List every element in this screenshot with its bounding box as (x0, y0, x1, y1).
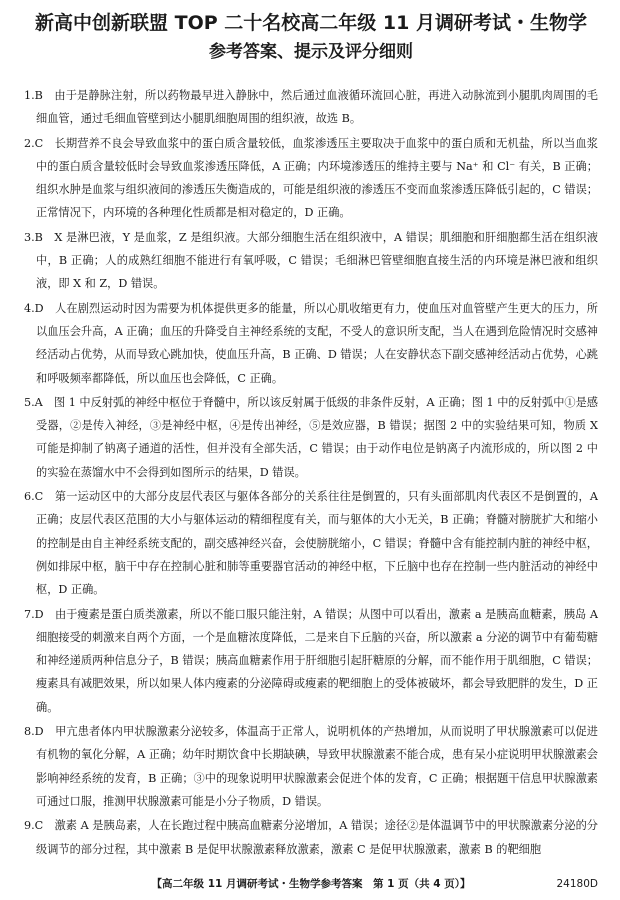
answer-item-6 (24, 485, 598, 601)
answer-number: 2.C (24, 136, 44, 150)
answer-explanation: 长期营养不良会导致血浆中的蛋白质含量较低，血浆渗透压主要取决于血浆中的蛋白质和无机盐，所以当血浆中的蛋白质含量较低时会导致血浆渗透压降低，A 正确；内环境渗透压的维持主要与 Na⁺ 和 Cl⁻ 有关，B 正确；组织水肿是血浆与组织液间的渗透压失衡造成的，可能是组织液的渗透压不变而血浆渗透压降低引起的，C 错误；正常情况下，内环境的各种理化性质都是相对稳定的，D 正确。 (36, 136, 598, 220)
answer-explanation: 图 1 中反射弧的神经中枢位于脊髓中，所以该反射属于低级的非条件反射，A 正确；图 1 中的反射弧中①是感受器，②是传入神经，③是神经中枢，④是传出神经，⑤是效应器，B 错误；据图 2 中的实验结果可知，物质 X 可能是抑制了钠离子通道的活性，但并没有全部失活，C 错误；由于动作电位是钠离子内流形成的，所以图 2 中的实验在蒸馏水中不会得到如图所示的结果，D 错误。 (36, 395, 598, 479)
answer-list (24, 84, 598, 862)
answer-item-9 (24, 814, 598, 861)
page-footer (24, 875, 598, 893)
answer-explanation: 激素 A 是胰岛素，人在长跑过程中胰高血糖素分泌增加，A 错误；途径②是体温调节中的甲状腺激素分泌的分级调节的部分过程，其中激素 B 是促甲状腺激素释放激素，激素 C 是促甲状腺激素，激素 B 的靶细胞 (36, 819, 598, 856)
answer-explanation: 由于瘦素是蛋白质类激素，所以不能口服只能注射，A 错误；从图中可以看出，激素 a 是胰高血糖素，胰岛 A 细胞接受的刺激来自两个方面，一个是血糖浓度降低，二是来自下丘脑的兴奋，所以激素 a 分泌的调节中有葡萄糖和神经递质两种信息分子，B 错误；胰高血糖素作用于肝细胞引起肝糖原的分解，而不能作用于肌细胞，C 错误；瘦素具有减肥效果，所以如果人体内瘦素的分泌障碍或瘦素的靶细胞上的受体被破坏，都会导致肥胖的发生，D 正确。 (36, 607, 598, 714)
answer-item-4 (24, 297, 598, 390)
footer-code: 24180D (556, 878, 598, 890)
answer-explanation: 第一运动区中的大部分皮层代表区与躯体各部分的关系往往是倒置的，只有头面部肌肉代表区不是倒置的，A 正确；皮层代表区范围的大小与躯体运动的精细程度有关，而与躯体的大小无关，B 正确；脊髓对膀胱扩大和缩小的控制是由自主神经系统支配的，副交感神经兴奋，会使膀胱缩小，C 错误；脊髓中含有能控制内脏的神经中枢，例如排尿中枢，脑干中存在控制心脏和肺等重要器官活动的神经中枢，下丘脑中也存在控制一些内脏活动的神经中枢，D 正确。 (36, 490, 598, 597)
answer-number: 7.D (24, 607, 44, 621)
answer-number: 3.B (24, 230, 43, 244)
answer-number: 8.D (24, 725, 44, 739)
footer-label: 【高二年级 11 月调研考试・生物学参考答案 第 1 页（共 4 页）】 (151, 878, 471, 890)
page-title: 新高中创新联盟 TOP 二十名校高二年级 11 月调研考试・生物学 (35, 12, 587, 34)
answer-item-7 (24, 603, 598, 719)
answer-item-2 (24, 132, 598, 225)
answer-item-3 (24, 226, 598, 296)
answer-explanation: X 是淋巴液，Y 是血浆，Z 是组织液。大部分细胞生活在组织液中，A 错误；肌细胞和肝细胞都生活在组织液中，B 正确；人的成熟红细胞不能进行有氧呼吸，C 错误；毛细淋巴管壁细胞直接生活的内环境是淋巴液和组织液，即 X 和 Z，D 错误。 (36, 230, 598, 291)
answer-number: 9.C (24, 819, 44, 833)
answer-number: 4.D (24, 301, 44, 315)
answer-item-5 (24, 391, 598, 484)
answer-item-8 (24, 720, 598, 813)
answer-number: 6.C (24, 490, 44, 504)
answer-explanation: 由于是静脉注射，所以药物最早进入静脉中，然后通过血液循环流回心脏，再进入动脉流到小腿肌肉周围的毛细血管，通过毛细血管壁到达小腿肌细胞周围的组织液，故选 B。 (36, 89, 598, 126)
page-subtitle: 参考答案、提示及评分细则 (209, 42, 413, 62)
answer-explanation: 人在剧烈运动时因为需要为机体提供更多的能量，所以心肌收缩更有力，使血压对血管壁产生更大的压力，所以血压会升高，A 正确；血压的升降受自主神经系统的支配，不受人的意识所支配，当人在遇到危险情况时交感神经活动占优势，从而导致心跳加快，使血压升高，B 正确、D 错误；人在安静状态下副交感神经活动占优势，心跳和呼吸频率都降低，所以血压也会降低，C 正确。 (36, 301, 598, 385)
answer-explanation: 甲亢患者体内甲状腺激素分泌较多，体温高于正常人，说明机体的产热增加，从而说明了甲状腺激素可以促进有机物的氧化分解，A 正确；幼年时期饮食中长期缺碘，导致甲状腺激素不能合成，患有呆小症说明甲状腺激素会影响神经系统的发育，B 正确；③中的现象说明甲状腺激素会促进个体的发育，C 正确；根据题干信息甲状腺激素可通过口服，推测甲状腺激素可能是小分子物质，D 错误。 (36, 725, 598, 808)
answer-number: 5.A (24, 395, 43, 409)
answer-item-1 (24, 84, 598, 131)
answer-number: 1.B (24, 89, 43, 102)
